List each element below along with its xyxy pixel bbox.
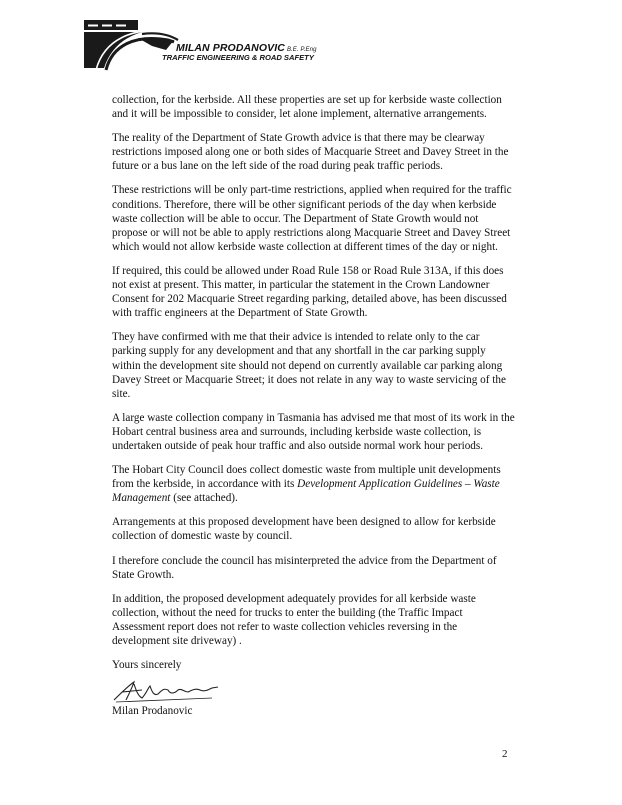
page-number: 2 xyxy=(502,748,508,760)
letterhead-name-text: MILAN PRODANOVIC xyxy=(176,42,285,54)
paragraph: Arrangements at this proposed development have been designed to allow for kerbside collection of domestic waste by council. xyxy=(112,516,496,543)
letterhead-tagline: TRAFFIC ENGINEERING & ROAD SAFETY xyxy=(162,53,314,62)
letter-body xyxy=(112,93,516,728)
paragraph: I therefore conclude the council has misinterpreted the advice from the Department of State Growth. xyxy=(112,554,497,581)
closing: Yours sincerely xyxy=(112,659,182,672)
paragraph: They have confirmed with me that their advice is intended to relate only to the car parking supply for any development and that any shortfall in the car parking supply within the development site should not depend on currently available car parking along Davey Street or Macquarie Street; it does not relate in any way to waste servicing of the site. xyxy=(112,331,506,400)
signatory-name: Milan Prodanovic xyxy=(112,705,193,718)
council-paragraph xyxy=(112,463,516,505)
paragraph: The reality of the Department of State Growth advice is that there may be clearway restrictions imposed along one or both sides of Macquarie Street and Davey Street in the future or a bus lane on the left side of the road during peak traffic periods. xyxy=(112,132,509,173)
paragraph: If required, this could be allowed under Road Rule 158 or Road Rule 313A, if this does not exist at present. This matter, in particular the statement in the Crown Landowner Consent for 202 Macquarie Street regarding parking, detailed above, has been discussed with traffic engineers at the Department of State Growth. xyxy=(112,264,507,320)
council-text: The Hobart City Council does collect domestic waste from multiple unit developments from the kerbside, in accordance with its xyxy=(112,464,501,491)
paragraph: collection, for the kerbside. All these properties are set up for kerbside waste collection and it will be impossible to consider, let alone implement, alternative arrangements. xyxy=(112,94,502,121)
letterhead-credentials: B.E. P.Eng xyxy=(286,47,317,53)
paragraph: In addition, the proposed development adequately provides for all kerbside waste collection, without the need for trucks to enter the building (the Traffic Impact Assessment report does not refer to waste collection vehicles reversing in the development site driveway) . xyxy=(112,592,476,647)
council-text-end: (see attached). xyxy=(170,492,238,505)
paragraph: A large waste collection company in Tasmania has advised me that most of its work in the Hobart central business area and surrounds, including kerbside waste collection, is undertaken outside of peak hour traffic and also outside normal work hour periods. xyxy=(112,411,515,452)
signature xyxy=(112,678,222,704)
letterhead-logo xyxy=(82,10,332,82)
paragraph: These restrictions will be only part-time restrictions, applied when required for the traffic conditions. Therefore, there will be other significant periods of the day when kerbside waste collection will be able to occur. The Department of State Growth would not propose or will not be able to apply restrictions along Macquarie Street and Davey Street which would not allow kerbside waste collection at different times of the day or night. xyxy=(112,184,512,253)
guidelines-title: Development Application Guidelines – Waste Management xyxy=(112,478,500,505)
